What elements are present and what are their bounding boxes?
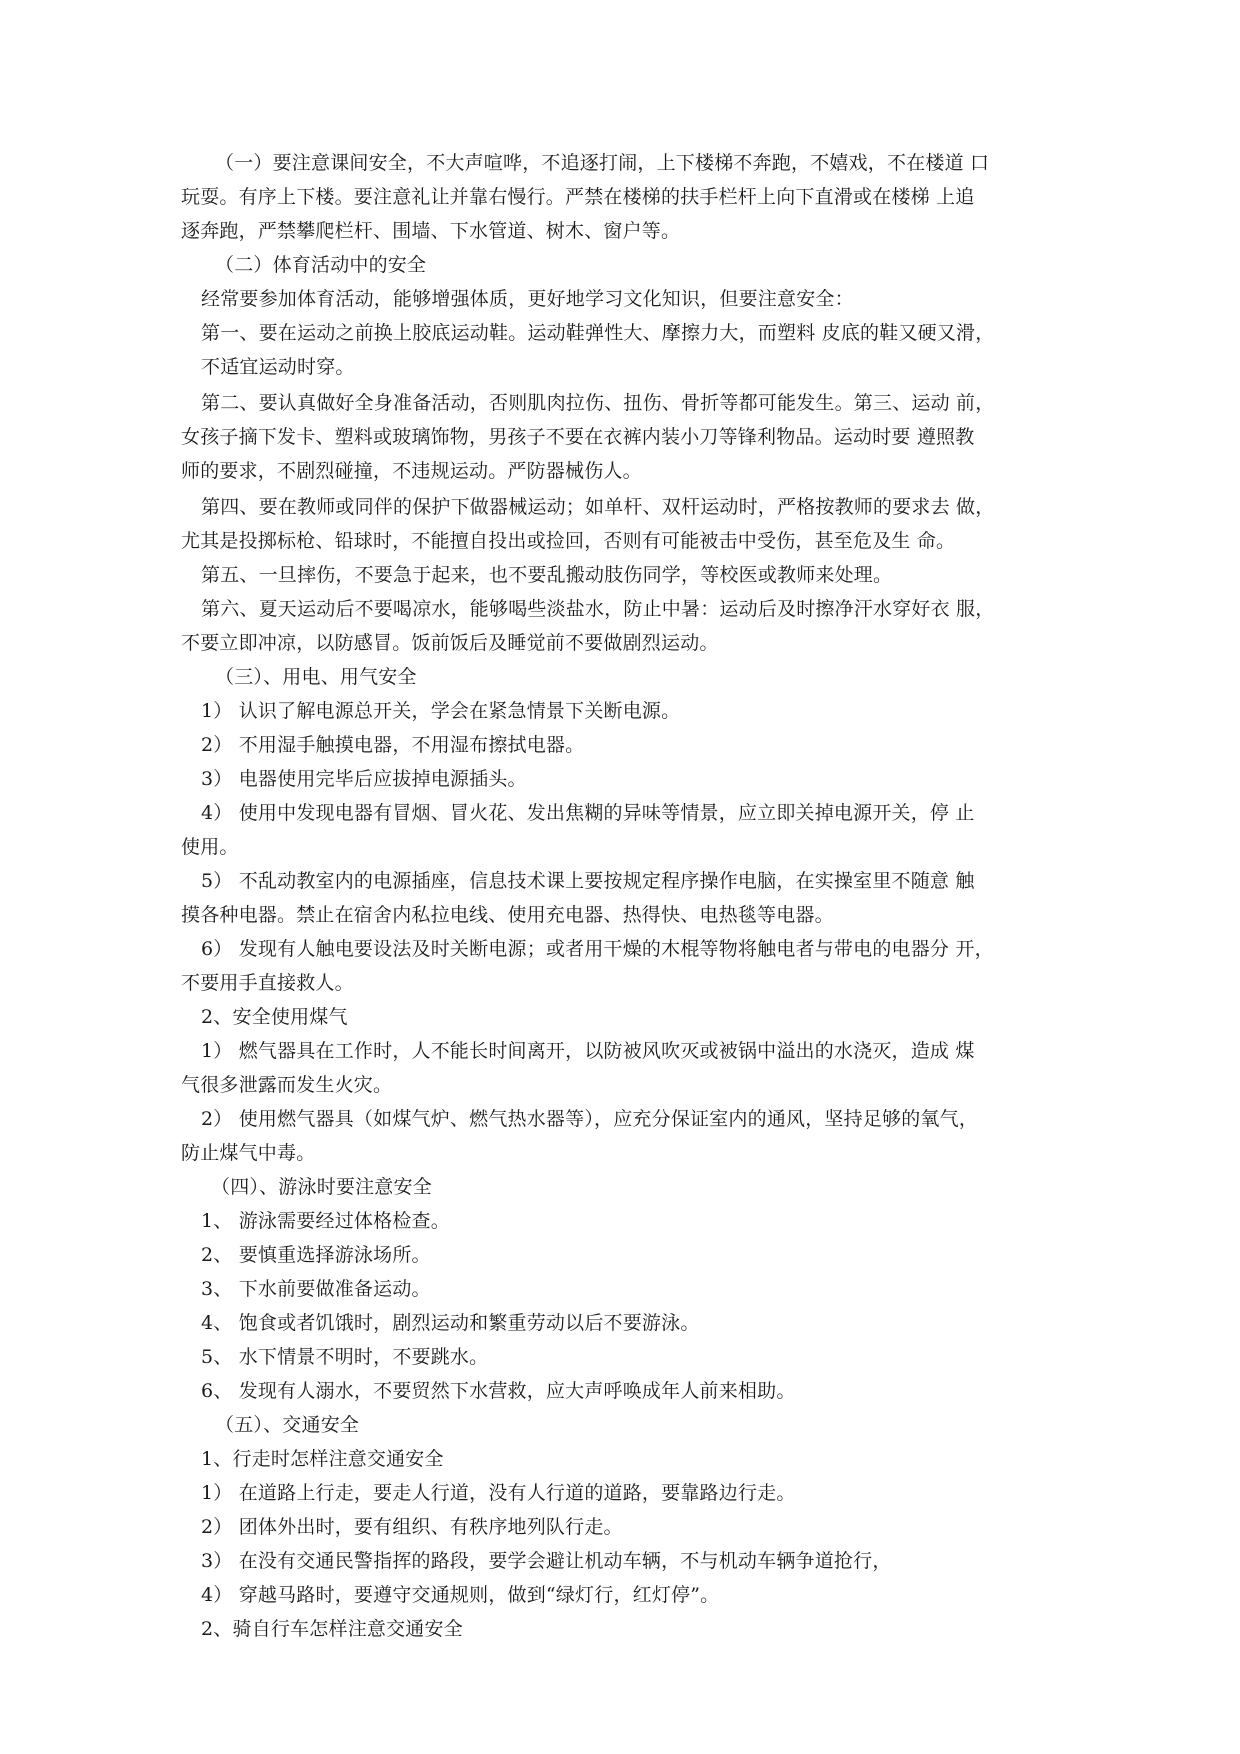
text-line: 玩耍。有序上下楼。要注意礼让并靠右慢行。严禁在楼梯的扶手栏杆上向下直滑或在楼梯 上追 [181, 186, 975, 208]
section-heading: （二）体育活动中的安全 [215, 254, 427, 276]
list-item: 3、 下水前要做准备运动。 [201, 1278, 431, 1300]
list-item: 2） 团体外出时，要有组织、有秩序地列队行走。 [201, 1516, 623, 1538]
list-item: 4） 使用中发现电器有冒烟、冒火花、发出焦糊的异味等情景，应立即关掉电源开关，停 止 [201, 802, 975, 824]
text-line: 第二、要认真做好全身准备活动，否则肌肉拉伤、扭伤、骨折等都可能发生。第三、运动 前， [201, 392, 995, 414]
subsection-heading: 1、行走时怎样注意交通安全 [201, 1448, 444, 1470]
text-line: 逐奔跑，严禁攀爬栏杆、围墙、下水管道、树木、窗户等。 [181, 220, 681, 242]
text-line: 经常要参加体育活动，能够增强体质，更好地学习文化知识，但要注意安全： [201, 288, 854, 310]
list-item: 3） 在没有交通民警指挥的路段，要学会避让机动车辆，不与机动车辆争道抢行， [201, 1550, 892, 1572]
list-item: 1） 认识了解电源总开关，学会在紧急情景下关断电源。 [201, 700, 681, 722]
text-line: 气很多泄露而发生火灾。 [181, 1074, 393, 1096]
list-item: 6、 发现有人溺水，不要贸然下水营救，应大声呼唤成年人前来相助。 [201, 1380, 796, 1402]
text-line: 摸各种电器。禁止在宿舍内私拉电线、使用充电器、热得快、电热毯等电器。 [181, 904, 834, 926]
text-line: 不要用手直接救人。 [181, 972, 354, 994]
text-line: 第四、要在教师或同伴的保护下做器械运动；如单杆、双杆运动时，严格按教师的要求去 做， [201, 496, 995, 518]
text-line: 第一、要在运动之前换上胶底运动鞋。运动鞋弹性大、摩擦力大，而塑料 皮底的鞋又硬又滑， [201, 322, 995, 344]
section-heading: （三）、用电、用气安全 [215, 666, 417, 688]
list-item: 5、 水下情景不明时，不要跳水。 [201, 1346, 489, 1368]
text-line: 第六、夏天运动后不要喝凉水，能够喝些淡盐水，防止中暑：运动后及时擦净汗水穿好衣 服， [201, 598, 995, 620]
subsection-heading: 2、骑自行车怎样注意交通安全 [201, 1618, 463, 1640]
text-line: 不要立即冲凉，以防感冒。饭前饭后及睡觉前不要做剧烈运动。 [181, 632, 719, 654]
list-item: 6） 发现有人触电要设法及时关断电源；或者用干燥的木棍等物将触电者与带电的电器分 开， [201, 938, 994, 960]
text-line: 使用。 [181, 836, 239, 858]
list-item: 2、 要慎重选择游泳场所。 [201, 1244, 431, 1266]
list-item: 4、 饱食或者饥饿时，剧烈运动和繁重劳动以后不要游泳。 [201, 1312, 700, 1334]
text-line: 师的要求，不剧烈碰撞，不违规运动。严防器械伤人。 [181, 460, 642, 482]
list-item: 3） 电器使用完毕后应拔掉电源插头。 [201, 768, 527, 790]
subsection-heading: 2、安全使用煤气 [201, 1006, 348, 1028]
list-item: 2） 使用燃气器具（如煤气炉、燃气热水器等），应充分保证室内的通风，坚持足够的氧气， [201, 1108, 979, 1130]
text-line: 防止煤气中毒。 [181, 1142, 316, 1164]
text-line: 女孩子摘下发卡、塑料或玻璃饰物，男孩子不要在衣裤内装小刀等锋利物品。运动时要 遵照教 [181, 426, 975, 448]
text-line: （一）要注意课间安全，不大声喧哗，不追逐打闹，上下楼梯不奔跑，不嬉戏，不在楼道 口 [215, 152, 990, 174]
section-heading: （四）、游泳时要注意安全 [211, 1176, 432, 1198]
list-item: 1） 燃气器具在工作时，人不能长时间离开，以防被风吹灭或被锅中溢出的水浇灭，造成 煤 [201, 1040, 975, 1062]
text-line: 不适宜运动时穿。 [201, 356, 355, 378]
list-item: 4） 穿越马路时，要遵守交通规则，做到“绿灯行，红灯停”。 [201, 1584, 720, 1606]
text-line: 尤其是投掷标枪、铅球时，不能擅自投出或捡回，否则有可能被击中受伤，甚至危及生 命。 [181, 530, 956, 552]
list-item: 1） 在道路上行走，要走人行道，没有人行道的道路，要靠路边行走。 [201, 1482, 796, 1504]
list-item: 2） 不用湿手触摸电器，不用湿布擦拭电器。 [201, 734, 585, 756]
list-item: 1、 游泳需要经过体格检查。 [201, 1210, 450, 1232]
text-line: 第五、一旦摔伤，不要急于起来，也不要乱搬动肢伤同学，等校医或教师来处理。 [201, 564, 893, 586]
list-item: 5） 不乱动教室内的电源插座，信息技术课上要按规定程序操作电脑，在实操室里不随意 触 [201, 870, 975, 892]
section-heading: （五）、交通安全 [215, 1414, 360, 1436]
